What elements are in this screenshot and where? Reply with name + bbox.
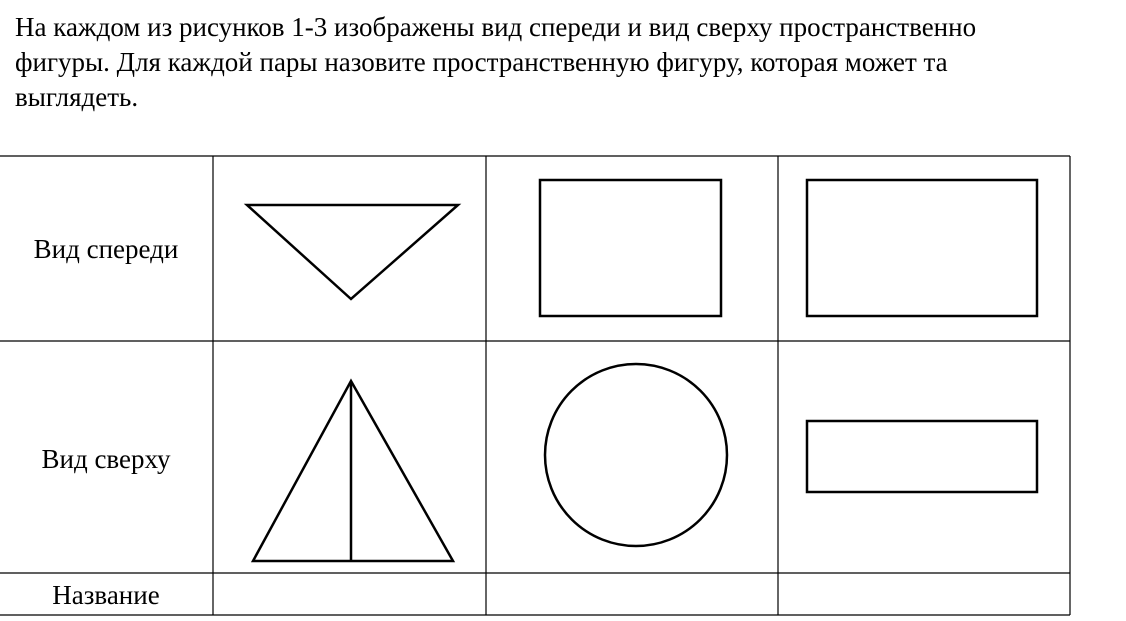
answer-cell-2[interactable] [487,574,777,614]
problem-line-2: фигуры. Для каждой пары назовите пространственную фигуру, которая может та [15,47,948,77]
answer-cell-1[interactable] [214,574,485,614]
problem-line-3: выглядеть. [15,82,139,112]
row-label-front-view: Вид спереди [33,234,179,264]
row-label-top-view: Вид сверху [41,444,171,474]
answer-cell-3[interactable] [779,574,1069,614]
row-label-name: Название [52,580,160,610]
problem-line-1: На каждом из рисунков 1-3 изображены вид спереди и вид сверху пространственно [15,12,977,42]
